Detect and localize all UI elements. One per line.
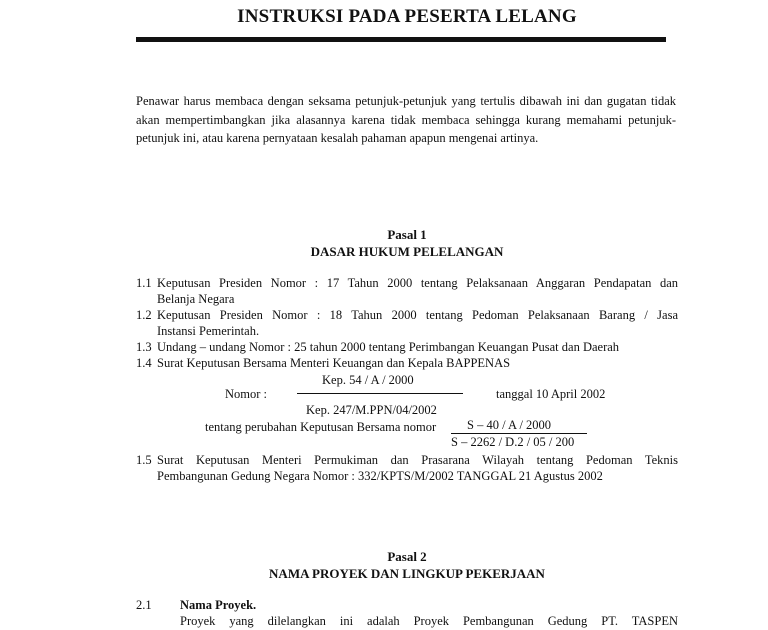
pasal2-title: NAMA PROYEK DAN LINGKUP PEKERJAAN [269,566,545,581]
fraction1-bar [297,393,463,394]
item-2-1-number: 2.1 [136,598,152,612]
item-1-2-line2: Instansi Pemerintah. [157,324,260,338]
document-title: INSTRUKSI PADA PESERTA LELANG [237,6,577,27]
pasal1-title: DASAR HUKUM PELELANGAN [310,244,504,259]
title-underline [136,37,666,42]
fraction2-bar [451,433,587,434]
item-1-5-line2: Pembangunan Gedung Negara Nomor : 332/KPTS/M/2002 TANGGAL 21 Agustus 2002 [157,469,603,483]
item-1-3-number: 1.3 [136,340,152,354]
item-1-2-number: 1.2 [136,308,152,322]
fraction2-denominator: S – 2262 / D.2 / 05 / 200 [451,435,575,449]
item-1-3-line1: Undang – undang Nomor : 25 tahun 2000 tentang Perimbangan Keuangan Pusat dan Daerah [157,340,620,354]
pasal1-heading: Pasal 1 [387,227,427,242]
item-1-1-line2: Belanja Negara [157,292,235,306]
fraction1-denominator: Kep. 247/M.PPN/04/2002 [306,403,437,417]
fraction1-label: Nomor : [225,387,268,401]
item-1-5-line1: Surat Keputusan Menteri Permukiman dan Prasarana Wilayah tentang Pedoman Teknis [157,453,678,467]
fraction1-date: tanggal 10 April 2002 [496,387,606,401]
item-1-1-number: 1.1 [136,276,152,290]
item-1-1-line1: Keputusan Presiden Nomor : 17 Tahun 2000 tentang Pelaksanaan Anggaran Pendapatan dan [157,276,678,290]
fraction1-numerator: Kep. 54 / A / 2000 [322,373,414,387]
fraction2-label: tentang perubahan Keputusan Bersama nomor [205,420,437,434]
item-2-1-text: Proyek yang dilelangkan ini adalah Proyek Pembangunan Gedung PT. TASPEN [180,614,678,628]
item-1-4-line1: Surat Keputusan Bersama Menteri Keuangan dan Kepala BAPPENAS [157,356,511,370]
intro-paragraph: Penawar harus membaca dengan seksama petunjuk-petunjuk yang tertulis dibawah ini dan gugatan tidak akan mempertimbangkan jika alasannya karena tidak membaca sehingga kurang memahami petunjuk-petunjuk ini, atau karena pernyataan kesalah pahaman apapun mengenai artinya. [136,94,676,145]
item-2-1-label: Nama Proyek. [180,598,257,612]
pasal2-heading: Pasal 2 [387,549,427,564]
fraction2-numerator: S – 40 / A / 2000 [467,418,552,432]
item-1-5-number: 1.5 [136,453,152,467]
item-1-4-number: 1.4 [136,356,152,370]
item-1-2-line1: Keputusan Presiden Nomor : 18 Tahun 2000 tentang Pedoman Pelaksanaan Barang / Jasa [157,308,678,322]
